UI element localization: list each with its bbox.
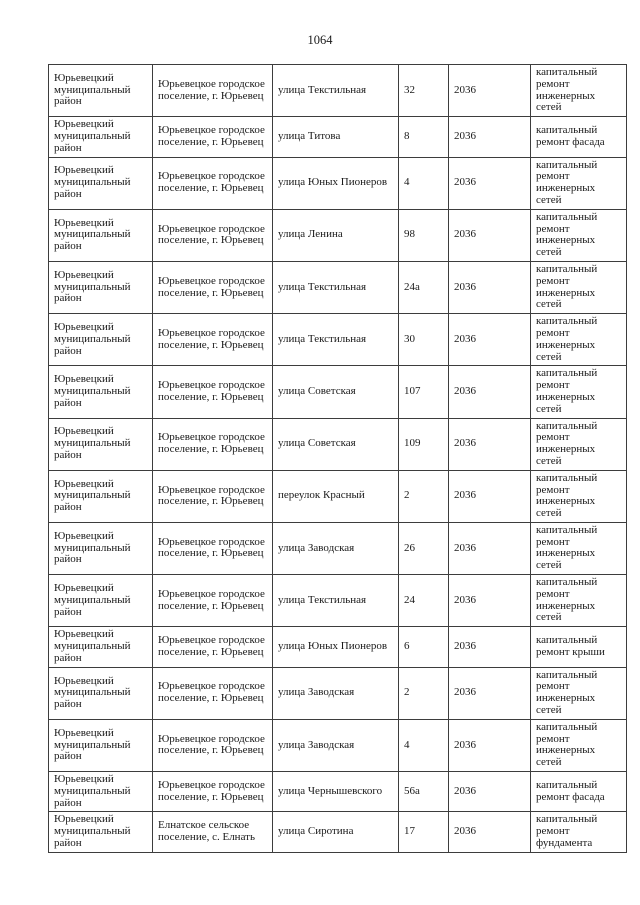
year-cell: 2036 (449, 719, 531, 771)
house-number-cell: 2 (399, 470, 449, 522)
settlement-cell: Юрьевецкое городское поселение, г. Юрьевец (153, 261, 273, 313)
settlement-cell: Юрьевецкое городское поселение, г. Юрьевец (153, 719, 273, 771)
year-cell: 2036 (449, 366, 531, 418)
settlement-cell: Юрьевецкое городское поселение, г. Юрьевец (153, 627, 273, 667)
house-number-cell: 109 (399, 418, 449, 470)
year-cell: 2036 (449, 575, 531, 627)
table-row (49, 209, 627, 261)
table-row (49, 314, 627, 366)
year-cell: 2036 (449, 261, 531, 313)
year-cell: 2036 (449, 667, 531, 719)
year-cell: 2036 (449, 522, 531, 574)
settlement-cell: Юрьевецкое городское поселение, г. Юрьевец (153, 65, 273, 117)
settlement-cell: Юрьевецкое городское поселение, г. Юрьевец (153, 418, 273, 470)
street-cell: улица Чернышевского (273, 772, 399, 812)
year-cell: 2036 (449, 772, 531, 812)
street-cell: улица Заводская (273, 667, 399, 719)
table-row (49, 627, 627, 667)
table-row (49, 719, 627, 771)
settlement-cell: Юрьевецкое городское поселение, г. Юрьевец (153, 575, 273, 627)
repair-table-body (49, 65, 627, 853)
house-number-cell: 2 (399, 667, 449, 719)
repair-type-cell: капитальный ремонт фундамента (531, 812, 627, 852)
house-number-cell: 56а (399, 772, 449, 812)
repair-type-cell: капитальный ремонт инженерных сетей (531, 418, 627, 470)
street-cell: переулок Красный (273, 470, 399, 522)
table-row (49, 418, 627, 470)
street-cell: улица Ленина (273, 209, 399, 261)
year-cell: 2036 (449, 812, 531, 852)
settlement-cell: Юрьевецкое городское поселение, г. Юрьевец (153, 772, 273, 812)
settlement-cell: Юрьевецкое городское поселение, г. Юрьевец (153, 314, 273, 366)
repair-type-cell: капитальный ремонт инженерных сетей (531, 719, 627, 771)
house-number-cell: 6 (399, 627, 449, 667)
year-cell: 2036 (449, 117, 531, 157)
district-cell: Юрьевецкий муниципальный район (49, 261, 153, 313)
district-cell: Юрьевецкий муниципальный район (49, 65, 153, 117)
street-cell: улица Заводская (273, 522, 399, 574)
settlement-cell: Елнатское сельское поселение, с. Елнать (153, 812, 273, 852)
district-cell: Юрьевецкий муниципальный район (49, 117, 153, 157)
table-row (49, 65, 627, 117)
repair-type-cell: капитальный ремонт крыши (531, 627, 627, 667)
settlement-cell: Юрьевецкое городское поселение, г. Юрьевец (153, 117, 273, 157)
settlement-cell: Юрьевецкое городское поселение, г. Юрьевец (153, 470, 273, 522)
district-cell: Юрьевецкий муниципальный район (49, 575, 153, 627)
table-row (49, 772, 627, 812)
year-cell: 2036 (449, 627, 531, 667)
street-cell: улица Советская (273, 366, 399, 418)
table-row (49, 157, 627, 209)
table-row (49, 522, 627, 574)
district-cell: Юрьевецкий муниципальный район (49, 366, 153, 418)
district-cell: Юрьевецкий муниципальный район (49, 314, 153, 366)
house-number-cell: 30 (399, 314, 449, 366)
house-number-cell: 8 (399, 117, 449, 157)
settlement-cell: Юрьевецкое городское поселение, г. Юрьевец (153, 209, 273, 261)
district-cell: Юрьевецкий муниципальный район (49, 627, 153, 667)
house-number-cell: 17 (399, 812, 449, 852)
repair-type-cell: капитальный ремонт фасада (531, 772, 627, 812)
house-number-cell: 4 (399, 157, 449, 209)
settlement-cell: Юрьевецкое городское поселение, г. Юрьевец (153, 522, 273, 574)
year-cell: 2036 (449, 470, 531, 522)
table-row (49, 575, 627, 627)
street-cell: улица Текстильная (273, 314, 399, 366)
page-number: 1064 (307, 33, 333, 47)
table-row (49, 117, 627, 157)
table-row (49, 812, 627, 852)
district-cell: Юрьевецкий муниципальный район (49, 522, 153, 574)
street-cell: улица Текстильная (273, 65, 399, 117)
repair-type-cell: капитальный ремонт инженерных сетей (531, 65, 627, 117)
house-number-cell: 24а (399, 261, 449, 313)
settlement-cell: Юрьевецкое городское поселение, г. Юрьевец (153, 667, 273, 719)
district-cell: Юрьевецкий муниципальный район (49, 667, 153, 719)
table-row (49, 470, 627, 522)
street-cell: улица Текстильная (273, 261, 399, 313)
year-cell: 2036 (449, 65, 531, 117)
repair-type-cell: капитальный ремонт инженерных сетей (531, 314, 627, 366)
repair-schedule-table (48, 64, 627, 853)
street-cell: улица Юных Пионеров (273, 157, 399, 209)
street-cell: улица Советская (273, 418, 399, 470)
repair-type-cell: капитальный ремонт инженерных сетей (531, 261, 627, 313)
repair-type-cell: капитальный ремонт фасада (531, 117, 627, 157)
table-row (49, 667, 627, 719)
year-cell: 2036 (449, 209, 531, 261)
district-cell: Юрьевецкий муниципальный район (49, 772, 153, 812)
repair-type-cell: капитальный ремонт инженерных сетей (531, 575, 627, 627)
repair-type-cell: капитальный ремонт инженерных сетей (531, 470, 627, 522)
street-cell: улица Титова (273, 117, 399, 157)
year-cell: 2036 (449, 418, 531, 470)
year-cell: 2036 (449, 157, 531, 209)
street-cell: улица Юных Пионеров (273, 627, 399, 667)
repair-type-cell: капитальный ремонт инженерных сетей (531, 366, 627, 418)
house-number-cell: 26 (399, 522, 449, 574)
district-cell: Юрьевецкий муниципальный район (49, 719, 153, 771)
district-cell: Юрьевецкий муниципальный район (49, 209, 153, 261)
table-row (49, 366, 627, 418)
street-cell: улица Заводская (273, 719, 399, 771)
district-cell: Юрьевецкий муниципальный район (49, 470, 153, 522)
table-row (49, 261, 627, 313)
repair-type-cell: капитальный ремонт инженерных сетей (531, 209, 627, 261)
district-cell: Юрьевецкий муниципальный район (49, 157, 153, 209)
street-cell: улица Сиротина (273, 812, 399, 852)
repair-type-cell: капитальный ремонт инженерных сетей (531, 667, 627, 719)
house-number-cell: 107 (399, 366, 449, 418)
district-cell: Юрьевецкий муниципальный район (49, 418, 153, 470)
house-number-cell: 4 (399, 719, 449, 771)
house-number-cell: 32 (399, 65, 449, 117)
street-cell: улица Текстильная (273, 575, 399, 627)
district-cell: Юрьевецкий муниципальный район (49, 812, 153, 852)
settlement-cell: Юрьевецкое городское поселение, г. Юрьевец (153, 157, 273, 209)
house-number-cell: 24 (399, 575, 449, 627)
house-number-cell: 98 (399, 209, 449, 261)
repair-type-cell: капитальный ремонт инженерных сетей (531, 157, 627, 209)
repair-type-cell: капитальный ремонт инженерных сетей (531, 522, 627, 574)
year-cell: 2036 (449, 314, 531, 366)
settlement-cell: Юрьевецкое городское поселение, г. Юрьевец (153, 366, 273, 418)
